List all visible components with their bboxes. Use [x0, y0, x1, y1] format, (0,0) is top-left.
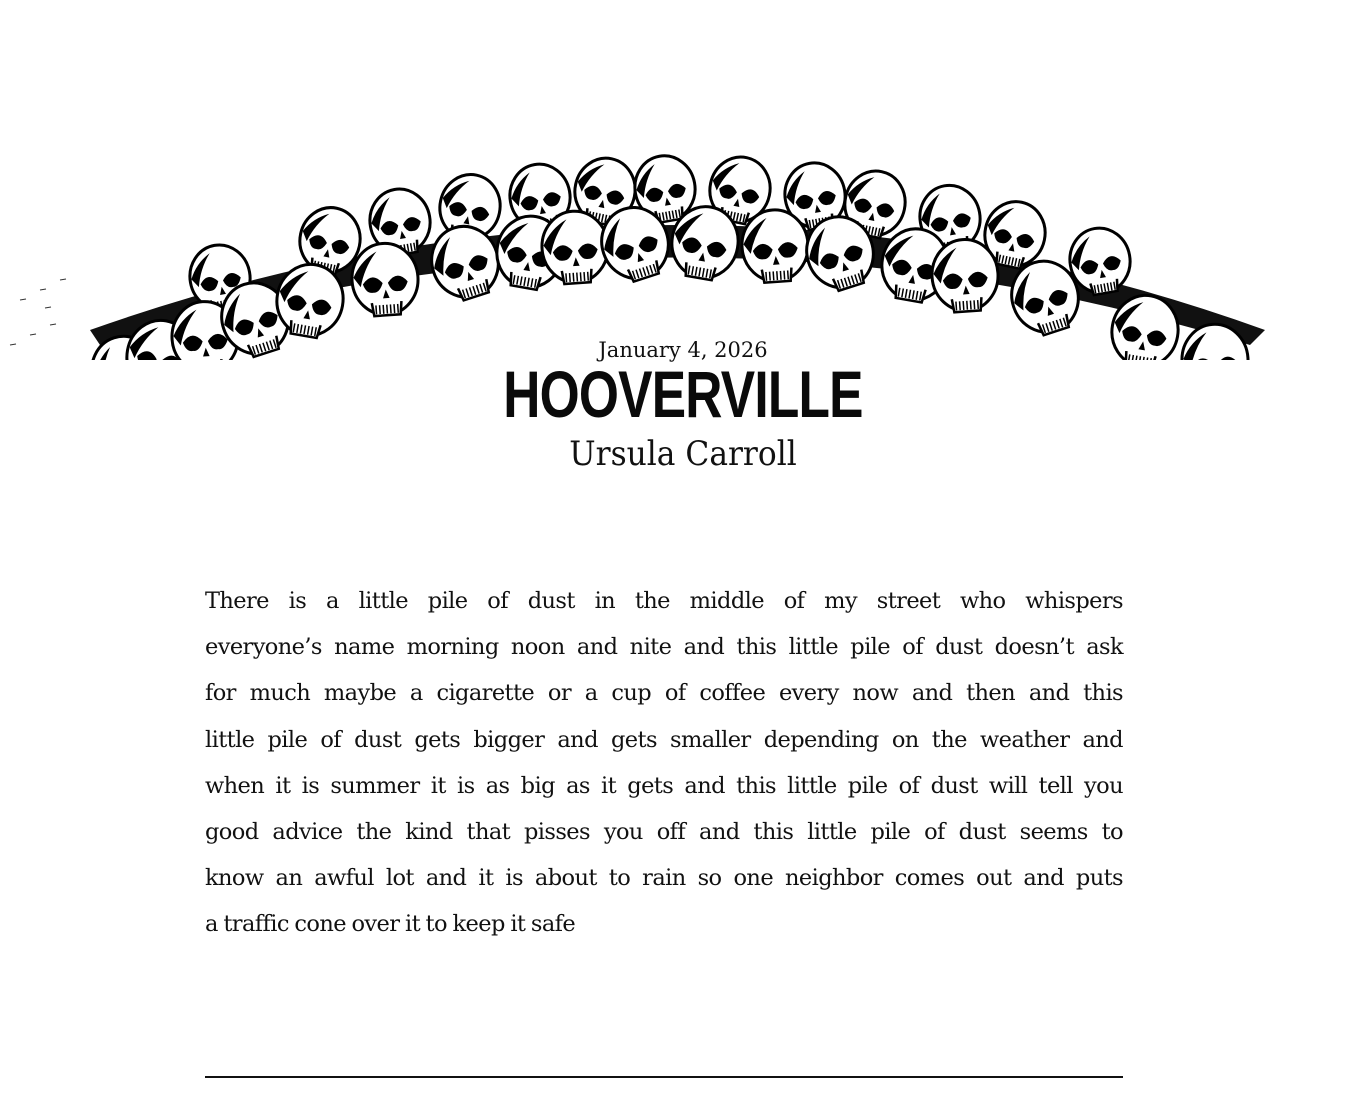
poem-line: know an awful lot and it is about to rain so one neighbor comes out and puts	[205, 865, 1123, 892]
poem-body	[205, 578, 1123, 948]
dust-speck	[45, 307, 51, 308]
poem-line: for much maybe a cigarette or a cup of coffee every now and then and this	[205, 680, 1123, 707]
poem-line: There is a little pile of dust in the middle of my street who whispers	[205, 588, 1123, 614]
dust-speck	[40, 289, 46, 290]
dust-speck	[20, 299, 26, 300]
page-title: HOOVERVILLE	[503, 357, 863, 431]
skull-banner	[0, 130, 1366, 360]
author-name: Ursula Carroll	[569, 434, 797, 474]
dust-speck	[60, 279, 66, 280]
skull-pile-icon	[0, 130, 1366, 360]
dust-speck	[30, 334, 36, 335]
poem-line: good advice the kind that pisses you off and this little pile of dust seems to	[205, 819, 1123, 846]
poem-line: a traffic cone over it to keep it safe	[205, 911, 576, 938]
dust-speck	[50, 324, 56, 325]
poem-line: when it is summer it is as big as it gets and this little pile of dust will tell you	[205, 772, 1123, 799]
divider	[205, 1076, 1123, 1078]
post-date: January 4, 2026	[598, 338, 768, 362]
skull-icon	[423, 218, 508, 307]
poem-line: everyone’s name morning noon and nite and this little pile of dust doesn’t ask	[205, 634, 1123, 661]
poem-line: little pile of dust gets bigger and gets smaller depending on the weather and	[205, 726, 1123, 753]
